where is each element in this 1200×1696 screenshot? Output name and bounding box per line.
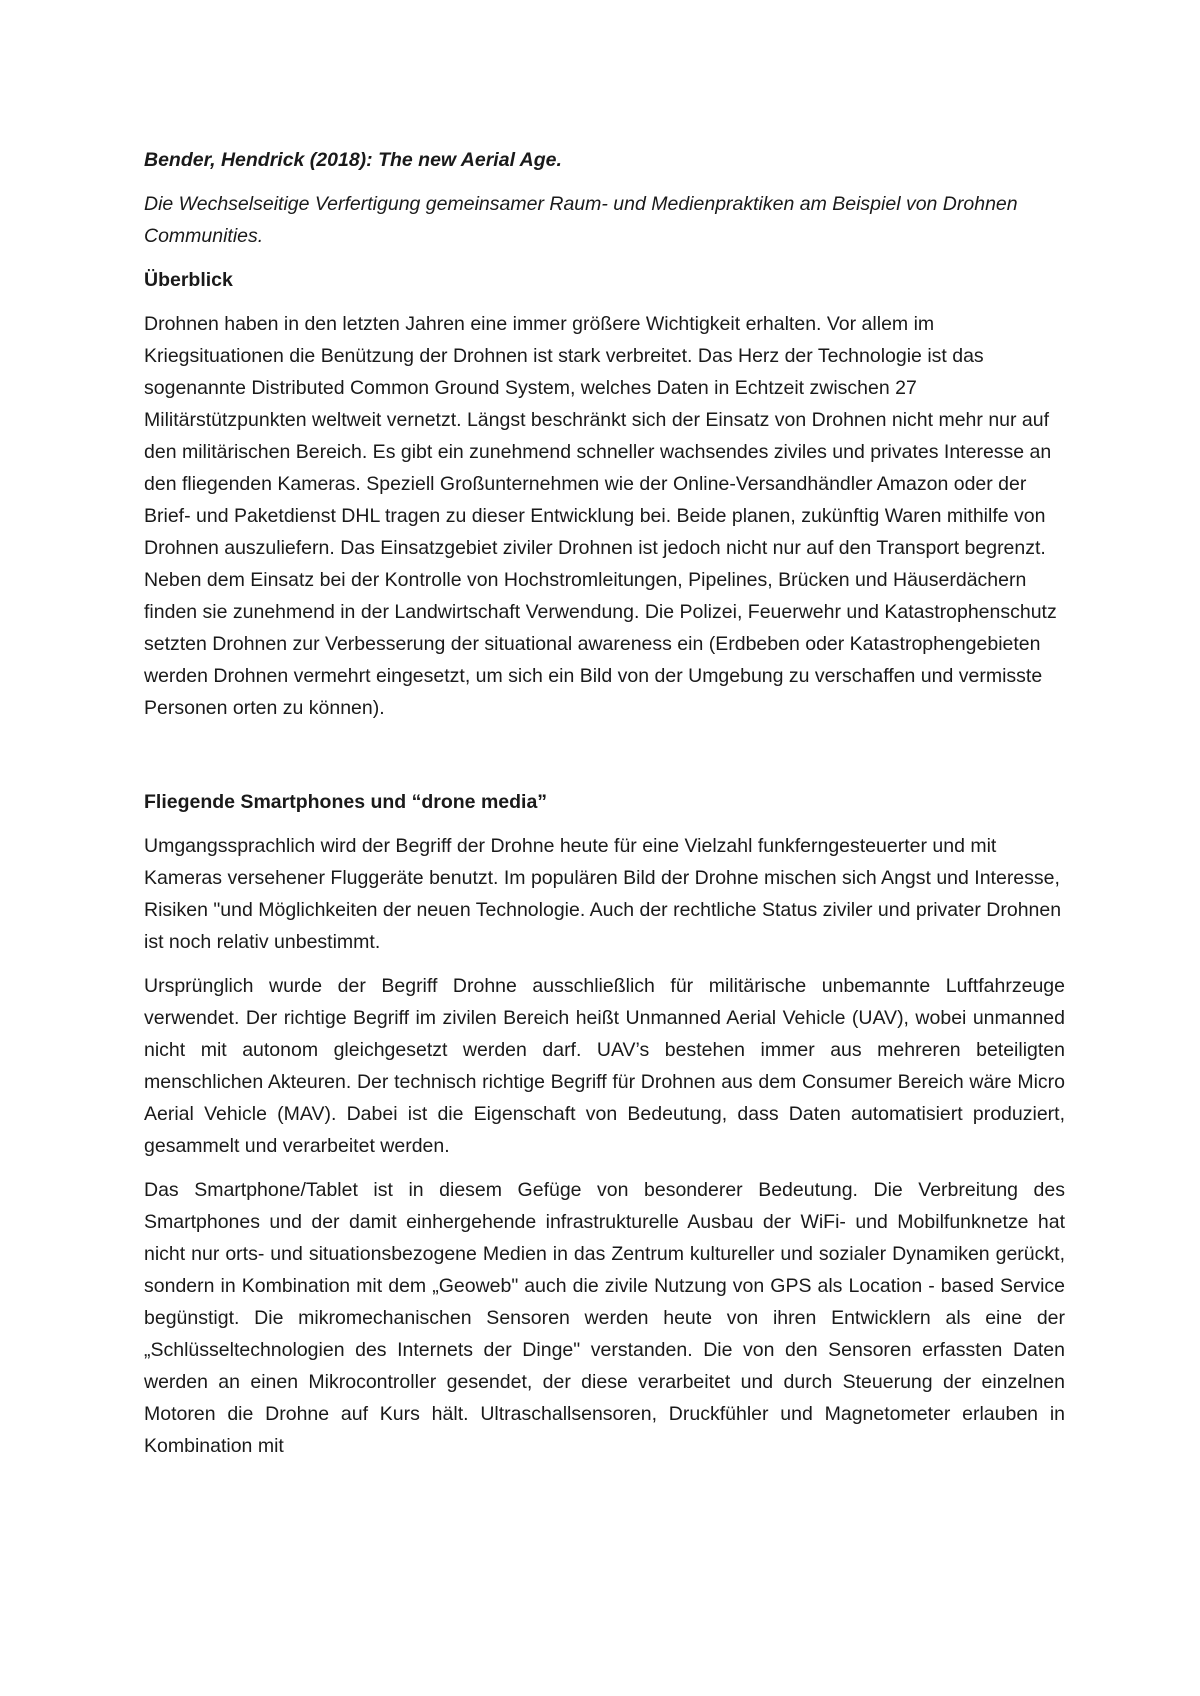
section-heading-overview: Überblick	[144, 269, 233, 291]
section-heading-smartphones: Fliegende Smartphones und “drone media”	[144, 791, 548, 813]
paragraph-overview: Drohnen haben in den letzten Jahren eine immer größere Wichtigkeit erhalten. Vor allem im Kriegsituationen die Benützung der Drohnen ist stark verbreitet. Das Herz der Technologie ist das sogenannte Distributed Common Ground System, welches Daten in Echtzeit zwischen 27 Militärstützpunkten weltweit vernetzt. Längst beschränkt sich der Einsatz von Drohnen nicht mehr nur auf den militärischen Bereich. Es gibt ein zunehmend schneller wachsendes ziviles und privates Interesse an den fliegenden Kameras. Speziell Großunternehmen wie der Online-Versandhändler Amazon oder der Brief- und Paketdienst DHL tragen zu dieser Entwicklung bei. Beide planen, zukünftig Waren mithilfe von Drohnen auszuliefern. Das Einsatzgebiet ziviler Drohnen ist jedoch nicht nur auf den Transport begrenzt. Neben dem Einsatz bei der Kontrolle von Hochstromleitungen, Pipelines, Brücken und Häuserdächern finden sie zunehmend in der Landwirtschaft Verwendung. Die Polizei, Feuerwehr und Katastrophenschutz setzten Drohnen zur Verbesserung der situational awareness ein (Erdbeben oder Katastrophengebieten werden Drohnen vermehrt eingesetzt, um sich ein Bild von der Umgebung zu verschaffen und vermisste Personen orten zu können).	[144, 313, 1057, 719]
paragraph-smartphone-role: Das Smartphone/Tablet ist in diesem Gefüge von besonderer Bedeutung. Die Verbreitung des Smartphones und der damit einhergehende infrastrukturelle Ausbau der WiFi- und Mobilfunknetze hat nicht nur orts- und situationsbezogene Medien in das Zentrum kultureller und sozialer Dynamiken gerückt, sondern in Kombination mit dem „Geoweb" auch die zivile Nutzung von GPS als Location - based Service begünstigt. Die mikromechanischen Sensoren werden heute von ihren Entwicklern als eine der „Schlüsseltechnologien des Internets der Dinge" verstanden. Die von den Sensoren erfassten Daten werden an einen Mikrocontroller gesendet, der diese verarbeitet und durch Steuerung der einzelnen Motoren die Drohne auf Kurs hält. Ultraschallsensoren, Druckfühler und Magnetometer erlauben in Kombination mit	[144, 1179, 1065, 1457]
citation: Bender, Hendrick (2018): The new Aerial Age.	[144, 149, 562, 171]
paragraph-drone-term: Umgangssprachlich wird der Begriff der Drohne heute für eine Vielzahl funkferngesteuerter und mit Kameras versehener Fluggeräte benutzt. Im populären Bild der Drohne mischen sich Angst und Interesse, Risiken "und Möglichkeiten der neuen Technologie. Auch der rechtliche Status ziviler und privater Drohnen ist noch relativ unbestimmt.	[144, 835, 1062, 953]
paragraph-uav-definition: Ursprünglich wurde der Begriff Drohne ausschließlich für militärische unbemannte Luftfahrzeuge verwendet. Der richtige Begriff im zivilen Bereich heißt Unmanned Aerial Vehicle (UAV), wobei unmanned nicht mit autonom gleichgesetzt werden darf. UAV’s bestehen immer aus mehreren beteiligten menschlichen Akteuren. Der technisch richtige Begriff für Drohnen aus dem Consumer Bereich wäre Micro Aerial Vehicle (MAV). Dabei ist die Eigenschaft von Bedeutung, dass Daten automatisiert produziert, gesammelt und verarbeitet werden.	[144, 975, 1065, 1157]
section-spacer	[144, 736, 1065, 786]
document-subtitle: Die Wechselseitige Verfertigung gemeinsamer Raum- und Medienpraktiken am Beispiel von Drohnen Communities.	[144, 193, 1018, 247]
